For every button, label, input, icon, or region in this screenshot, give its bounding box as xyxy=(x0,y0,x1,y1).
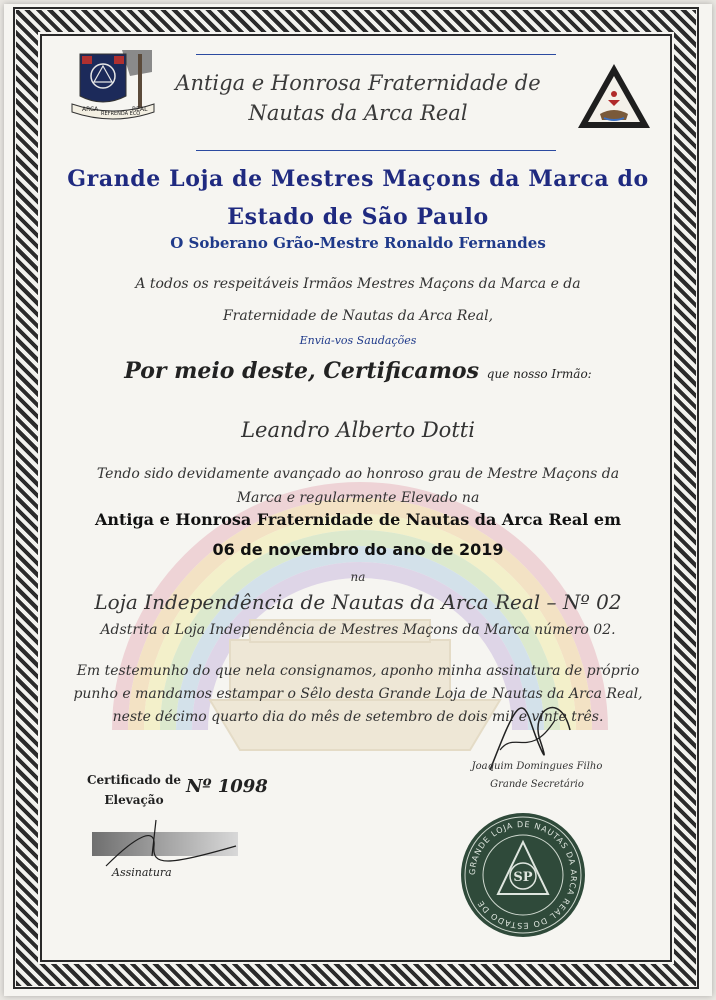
attached-line: Adstrita a Loja Independência de Mestres Maçons da Marca número 02. xyxy=(100,622,616,638)
fraternity-bold-line: Antiga e Honrosa Fraternidade de Nautas da Arca Real em xyxy=(94,510,622,529)
fraternity-title-line1: Antiga e Honrosa Fraternidade de xyxy=(175,71,541,95)
certify-line xyxy=(60,358,656,384)
testimony-line1: Em testemunho do que nela consignamos, aponho minha assinatura de próprio xyxy=(76,663,640,679)
signer-title: Grande Secretário xyxy=(490,779,584,790)
elevation-date: 06 de novembro do ano de 2019 xyxy=(212,540,504,559)
logo-left-word: ARCA xyxy=(82,106,99,113)
greeting-line2: Fraternidade de Nautas da Arca Real, xyxy=(222,308,494,324)
recipient-name: Leandro Alberto Dotti xyxy=(241,418,475,442)
grand-master-line: O Soberano Grão-Mestre Ronaldo Fernandes xyxy=(170,234,546,252)
salutation: Envia-vos Saudações xyxy=(299,334,417,347)
certificate-number: Nº 1098 xyxy=(186,776,268,797)
signer-name: Joaquim Domingues Filho xyxy=(471,761,603,772)
signer-block xyxy=(442,758,632,794)
certify-heading: Por meio deste, Certificamos xyxy=(124,358,479,384)
lodge-name: Loja Independência de Nautas da Arca Real – Nº 02 xyxy=(94,590,622,614)
advanced-line1: Tendo sido devidamente avançado ao honroso grau de Mestre Maçons da xyxy=(96,466,620,482)
certificate-label xyxy=(84,770,184,810)
testimony-line2: punho e mandamos estampar o Sêlo desta Grande Loja de Nautas da Arca Real, xyxy=(73,686,643,702)
grand-lodge-line1: Grande Loja de Mestres Maçons da Marca do xyxy=(67,166,649,192)
testimony-line3: neste décimo quarto dia do mês de setembro de dois mil e vinte três. xyxy=(112,709,604,725)
certificate-label-line1: Certificado de xyxy=(86,773,181,787)
grand-lodge-title xyxy=(60,160,656,236)
seal-center-text: SP xyxy=(513,870,533,885)
header-bottom-rule xyxy=(196,150,556,151)
certificate-label-line2: Elevação xyxy=(104,793,164,807)
grand-lodge-seal xyxy=(460,812,586,938)
grand-lodge-line2: Estado de São Paulo xyxy=(227,204,489,230)
greeting xyxy=(60,268,656,332)
certify-rest: que nosso Irmão: xyxy=(486,367,592,381)
fraternity-title-line2: Nautas da Arca Real xyxy=(248,101,468,125)
logo-motto: REFRENDA ECO xyxy=(101,111,141,117)
advanced-text xyxy=(60,462,656,510)
advanced-line2: Marca e regularmente Elevado na xyxy=(236,490,480,506)
header-top-rule xyxy=(196,54,556,55)
signature-label: Assinatura xyxy=(112,866,172,879)
logo-right-word: REAL xyxy=(132,106,148,113)
seal-ring-text: GRANDE LOJA DE NAUTAS DA ARCA REAL DO ESTADO DE xyxy=(467,819,579,931)
greeting-line1: A todos os respeitáveis Irmãos Mestres Maçons da Marca e da xyxy=(135,276,581,292)
na-word: na xyxy=(350,570,366,584)
fraternity-title xyxy=(60,68,656,128)
